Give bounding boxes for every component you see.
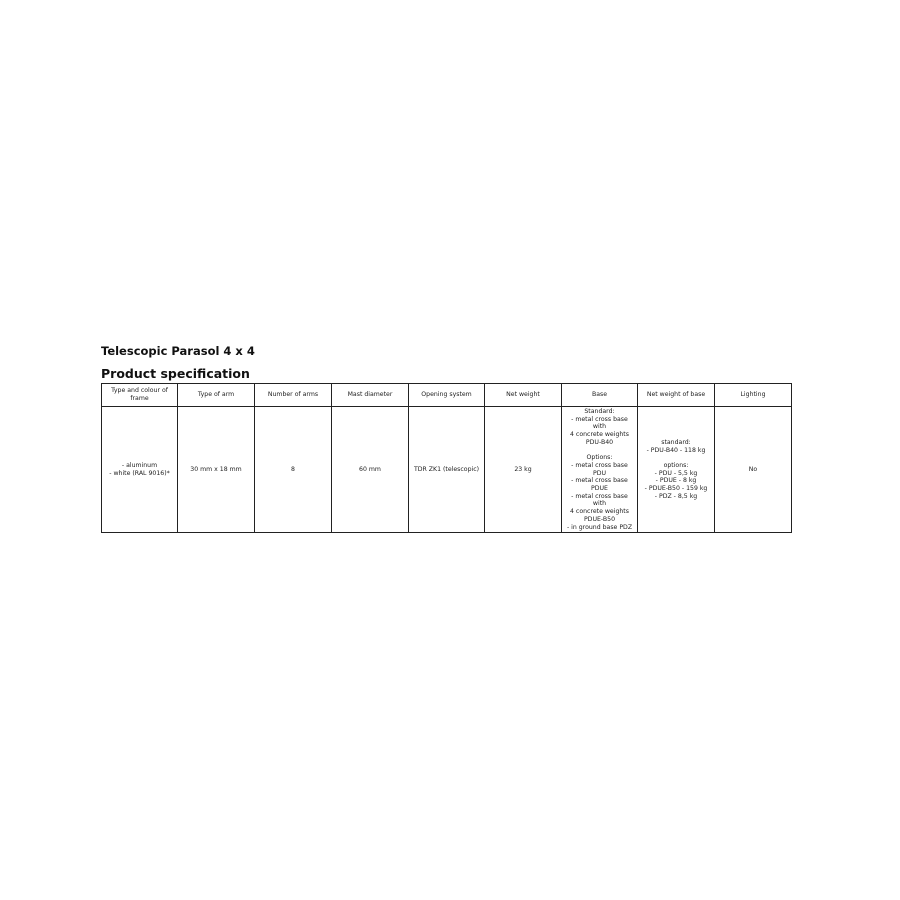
base-line: PDU-B40 [585,438,614,446]
base-line: Options: [586,454,613,462]
cell-arm-type: 30 mm x 18 mm [178,407,255,533]
base-line: Standard: [584,408,615,415]
spec-table [101,383,792,533]
cell-arm-count: 8 [255,407,332,533]
base-weight-line: - PDUE - 8 kg [655,477,697,485]
header-base: Base [562,384,638,407]
product-title: Telescopic Parasol 4 x 4 [101,344,255,358]
header-mast-diameter: Mast diameter [332,384,409,407]
frame-line: - white (RAL 9016)* [109,469,170,477]
header-arm-type: Type of arm [178,384,255,407]
base-line: PDUE-B50 [583,515,616,523]
cell-base-weight [638,407,715,533]
base-weight-line: - PDUE-B50 - 159 kg [644,485,708,493]
table-row [102,407,792,533]
base-line: - metal cross base with [571,492,628,508]
cell-lighting: No [715,407,792,533]
header-arm-count: Number of arms [255,384,332,407]
base-line: - in ground base PDZ [566,523,633,531]
base-line: PDUE [591,485,608,493]
cell-mast-diameter: 60 mm [332,407,409,533]
header-net-weight: Net weight [485,384,562,407]
base-weight-line: options: [663,461,689,469]
base-line: - metal cross base PDU [571,461,628,477]
base-weight-line: - PDU - 5,5 kg [654,469,698,477]
header-opening-system: Opening system [409,384,485,407]
spec-document [101,343,791,533]
cell-net-weight: 23 kg [485,407,562,533]
cell-opening-system: TDR ZK1 (telescopic) [409,407,485,533]
base-line: 4 concrete weights [570,431,629,439]
cell-frame [102,407,178,533]
frame-line: - aluminum [121,461,158,469]
section-heading: Product specification [101,366,250,381]
base-spacer [564,447,635,455]
base-line: 4 concrete weights [570,508,629,516]
base-weight-line: - PDZ - 8,5 kg [654,492,698,500]
cell-base [562,407,638,533]
header-base-weight: Net weight of base [638,384,715,407]
base-line: - metal cross base with [571,415,628,431]
base-weight-spacer [640,454,712,462]
base-weight-line: standard: [661,438,691,446]
header-lighting: Lighting [715,384,792,407]
base-line: - metal cross base [571,477,628,485]
table-header-row [102,384,792,407]
header-frame: Type and colour of frame [102,384,178,407]
base-weight-line: - PDU-B40 - 118 kg [646,446,706,454]
